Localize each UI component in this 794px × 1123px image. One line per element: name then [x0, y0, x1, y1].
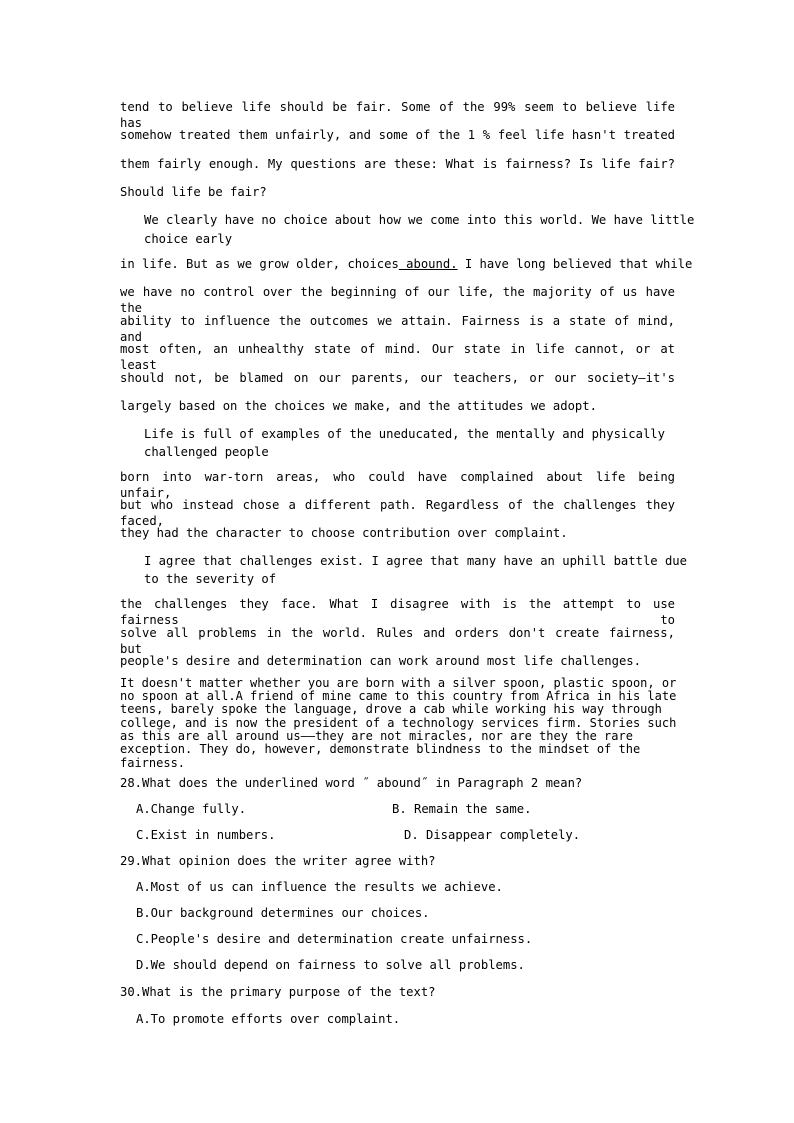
text-segment: I have long believed that while [457, 257, 693, 271]
text-line: tend to believe life should be fair. Some of the 99% seem to believe life has [120, 100, 675, 130]
text-line: to the severity of [144, 572, 277, 586]
question-stem: 30.What is the primary purpose of the text? [120, 985, 436, 999]
option-a: A.To promote efforts over complaint. [136, 1012, 401, 1026]
text-line: somehow treated them unfairly, and some of the 1 % feel life hasn't treated [120, 128, 675, 142]
text-line: no spoon at all.A friend of mine came to this country from Africa in his late [120, 689, 677, 703]
option-d: D. Disappear completely. [404, 828, 581, 842]
text-line: teens, barely spoke the language, drove a cab while working his way through [120, 702, 662, 716]
text-line: but who instead chose a different path. Regardless of the challenges they faced, [120, 498, 675, 528]
text-line: they had the character to choose contribution over complaint. [120, 526, 568, 540]
option-a: A.Most of us can influence the results we achieve. [136, 880, 503, 894]
text-line: exception. They do, however, demonstrate blindness to the mindset of the [120, 742, 641, 756]
text-line: most often, an unhealthy state of mind. Our state in life cannot, or at least [120, 342, 675, 372]
text-line: largely based on the choices we make, and the attitudes we adopt. [120, 399, 597, 413]
text-line: college, and is now the president of a technology services firm. Stories such [120, 716, 677, 730]
option-c: C.People's desire and determination create unfairness. [136, 932, 533, 946]
option-b: B.Our background determines our choices. [136, 906, 430, 920]
text-line: we have no control over the beginning of our life, the majority of us have the [120, 285, 675, 315]
option-d: D.We should depend on fairness to solve all problems. [136, 958, 525, 972]
underlined-word: abound. [398, 257, 458, 271]
text-line: people's desire and determination can work around most life challenges. [120, 654, 641, 668]
text-line: It doesn't matter whether you are born with a silver spoon, plastic spoon, or [120, 676, 677, 690]
text-line: them fairly enough. My questions are these: What is fairness? Is life fair? [120, 157, 675, 171]
text-segment: in life. But as we grow older, choices [120, 257, 399, 271]
text-line: the challenges they face. What I disagree with is the attempt to use fairness to [120, 597, 675, 627]
option-a: A.Change fully. [136, 802, 247, 816]
text-line: We clearly have no choice about how we come into this world. We have little [144, 213, 695, 227]
text-line: ability to influence the outcomes we attain. Fairness is a state of mind, and [120, 314, 675, 344]
text-line: fairness. [120, 756, 186, 770]
text-line: should not, be blamed on our parents, our teachers, or our society—it's [120, 371, 675, 385]
text-line: Should life be fair? [120, 185, 267, 199]
text-line: Life is full of examples of the uneducated, the mentally and physically [144, 427, 665, 441]
text-line: challenged people [144, 445, 269, 459]
option-c: C.Exist in numbers. [136, 828, 276, 842]
text-line [120, 256, 693, 272]
text-line: I agree that challenges exist. I agree that many have an uphill battle due [144, 554, 687, 568]
text-line: as this are all around us——they are not miracles, nor are they the rare [120, 729, 633, 743]
text-line: born into war-torn areas, who could have complained about life being unfair, [120, 470, 675, 500]
option-b: B. Remain the same. [392, 802, 532, 816]
question-stem: 28.What does the underlined word ˝ abound˝ in Paragraph 2 mean? [120, 776, 583, 790]
text-line: solve all problems in the world. Rules and orders don't create fairness, but [120, 626, 675, 656]
question-stem: 29.What opinion does the writer agree with? [120, 854, 436, 868]
text-line: choice early [144, 232, 233, 246]
